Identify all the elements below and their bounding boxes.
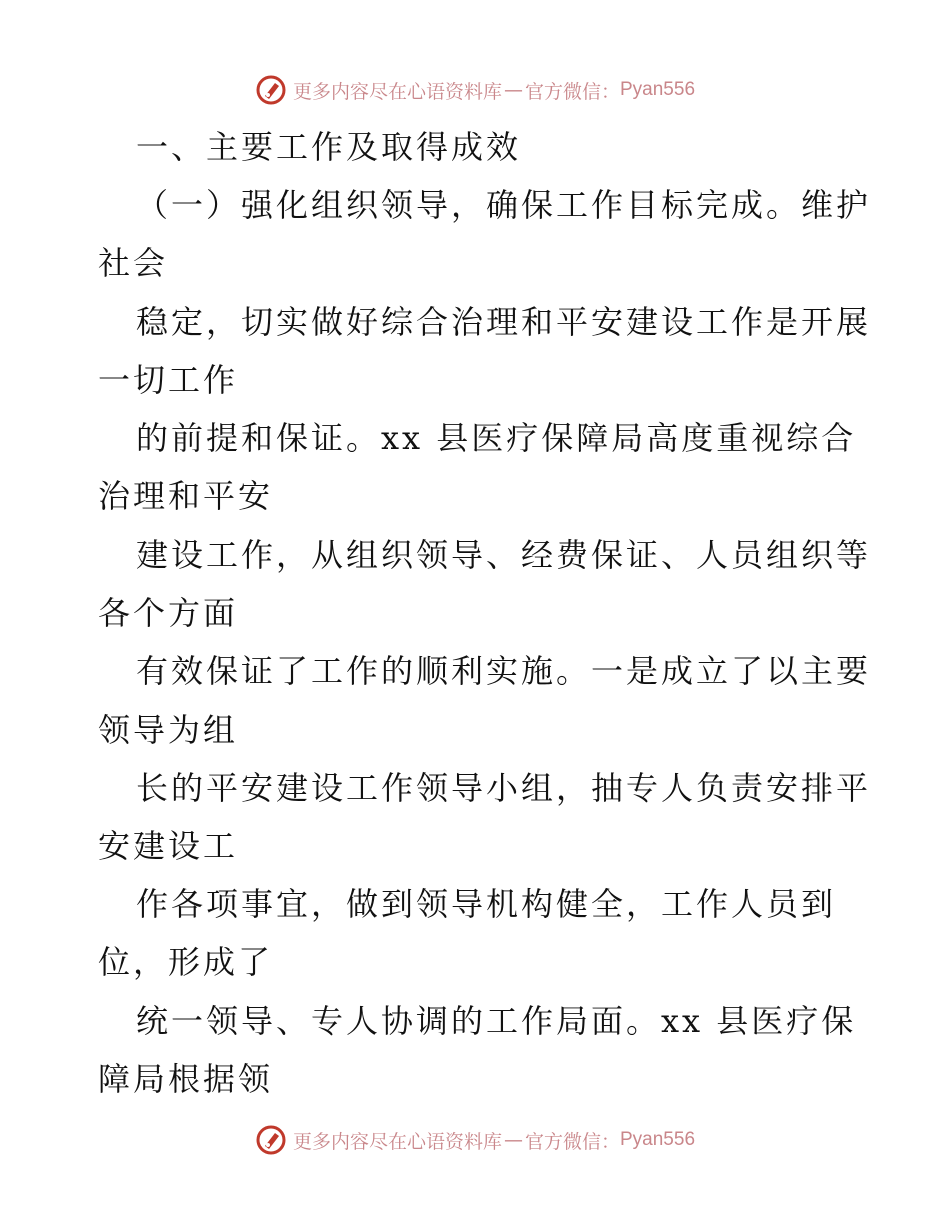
paragraph-line: 的前提和保证。xx 县医疗保障局高度重视综合 — [136, 419, 857, 457]
section-heading: 一、主要工作及取得成效 — [136, 128, 522, 166]
paragraph-line: 作各项事宜，做到领导机构健全，工作人员到 — [136, 885, 837, 923]
paragraph-line: 治理和平安 — [98, 477, 274, 515]
footer-watermark — [0, 1120, 950, 1160]
watermark-sub-text: 官方微信： — [524, 80, 620, 103]
paragraph-line: 社会 — [98, 244, 169, 282]
watermark-main-text: 更多内容尽在心语资料库 — [292, 1130, 502, 1153]
watermark-wechat-id: Pyan556 — [620, 79, 696, 100]
paragraph-line: 安建设工 — [98, 827, 239, 865]
paragraph-line: 有效保证了工作的顺利实施。一是成立了以主要 — [136, 652, 872, 690]
watermark-wechat-id: Pyan556 — [620, 1129, 696, 1150]
pen-nib-logo-icon — [255, 74, 287, 106]
paragraph-line: 各个方面 — [98, 594, 239, 632]
paragraph-line: 位，形成了 — [98, 943, 274, 981]
paragraph-line: （一）强化组织领导，确保工作目标完成。维护 — [136, 186, 872, 224]
watermark-separator: — — [503, 79, 523, 101]
watermark-separator: — — [503, 1129, 523, 1151]
watermark-sub-text: 官方微信： — [524, 1130, 620, 1153]
paragraph-line: 统一领导、专人协调的工作局面。xx 县医疗保 — [136, 1002, 857, 1040]
paragraph-line: 障局根据领 — [98, 1060, 274, 1098]
pen-nib-logo-icon — [255, 1124, 287, 1156]
paragraph-line: 长的平安建设工作领导小组，抽专人负责安排平 — [136, 769, 872, 807]
watermark-main-text: 更多内容尽在心语资料库 — [292, 80, 502, 103]
paragraph-line: 领导为组 — [98, 711, 239, 749]
paragraph-line: 建设工作，从组织领导、经费保证、人员组织等 — [136, 536, 872, 574]
paragraph-line: 一切工作 — [98, 361, 239, 399]
header-watermark — [0, 70, 950, 110]
paragraph-line: 稳定，切实做好综合治理和平安建设工作是开展 — [136, 303, 872, 341]
